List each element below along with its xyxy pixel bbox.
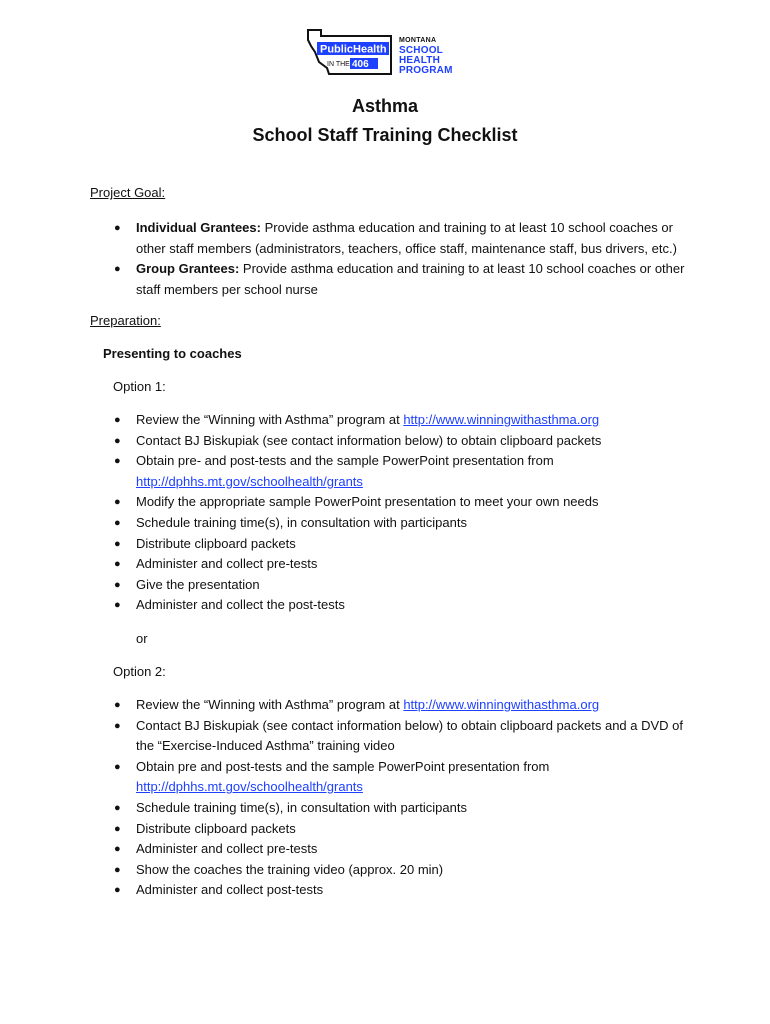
winning-with-asthma-link[interactable]: http://www.winningwithasthma.org xyxy=(403,697,600,712)
montana-map-icon xyxy=(305,28,393,76)
bullet-icon: ● xyxy=(114,599,121,612)
list-item: ● Review the “Winning with Asthma” program at http://www.winningwithasthma.org xyxy=(0,695,696,716)
list-item: ● Distribute clipboard packets xyxy=(0,819,696,840)
document-subtitle: School Staff Training Checklist xyxy=(252,125,518,145)
list-item: ● Schedule training time(s), in consultation with participants xyxy=(0,798,696,819)
logo-text xyxy=(399,36,485,76)
bullet-icon: ● xyxy=(114,222,121,234)
option1-list xyxy=(0,410,696,616)
bullet-icon: ● xyxy=(114,434,121,447)
logo-line2-prefix: IN THE xyxy=(327,61,350,68)
list-item: ● Administer and collect pre-tests xyxy=(0,839,696,860)
bullet-icon: ● xyxy=(114,801,121,814)
bullet-icon: ● xyxy=(114,455,121,468)
bullet-icon: ● xyxy=(114,537,121,550)
option2-label: Option 2: xyxy=(113,664,166,679)
bullet-icon: ● xyxy=(114,263,121,276)
preparation-heading: Preparation: xyxy=(90,313,161,328)
document-title: Asthma xyxy=(351,96,418,116)
list-item: ● Administer and collect the post-tests xyxy=(0,595,696,616)
grants-link[interactable]: http://dphhs.mt.gov/schoolhealth/grants xyxy=(136,779,363,795)
project-goal-list xyxy=(0,218,696,300)
list-item: ● Contact BJ Biskupiak (see contact information below) to obtain clipboard packets and a DVD of the “Exercise-Induced Asthma” training video xyxy=(114,717,684,754)
bullet-icon: ● xyxy=(114,516,121,529)
bullet-icon: ● xyxy=(114,760,121,773)
logo-program-line2: PROGRAM xyxy=(399,65,453,76)
list-item: ● Schedule training time(s), in consultation with participants xyxy=(0,513,696,534)
list-item: ● Obtain pre- and post-tests and the sample PowerPoint presentation from http://dphhs.mt.gov/schoolhealth/grants xyxy=(114,453,554,489)
list-item: ● Contact BJ Biskupiak (see contact information below) to obtain clipboard packets xyxy=(0,431,696,452)
list-item: ● Administer and collect pre-tests xyxy=(0,554,696,575)
logo-line2-num: 406 xyxy=(352,59,369,70)
bullet-icon: ● xyxy=(114,843,121,856)
logo-program-line1: SCHOOL HEALTH xyxy=(399,45,443,66)
list-item: ● Review the “Winning with Asthma” program at http://www.winningwithasthma.org xyxy=(0,410,696,431)
logo-state: MONTANA xyxy=(399,37,437,44)
project-goal-heading: Project Goal: xyxy=(90,185,166,200)
logo xyxy=(305,28,485,80)
bullet-icon: ● xyxy=(114,719,121,732)
or-separator: or xyxy=(136,631,148,646)
list-item: ● Modify the appropriate sample PowerPoint presentation to meet your own needs xyxy=(0,492,696,513)
option1-label: Option 1: xyxy=(113,379,166,394)
bullet-icon: ● xyxy=(114,822,121,835)
bullet-icon: ● xyxy=(114,558,121,571)
option2-list xyxy=(0,695,696,901)
bullet-icon: ● xyxy=(114,863,121,876)
bullet-icon: ● xyxy=(114,884,121,897)
bullet-icon: ● xyxy=(114,496,121,509)
presenting-subheading: Presenting to coaches xyxy=(103,346,242,361)
grants-link[interactable]: http://dphhs.mt.gov/schoolhealth/grants xyxy=(136,473,363,489)
list-item: ● Distribute clipboard packets xyxy=(0,534,696,555)
logo-line1: PublicHealth xyxy=(320,43,387,56)
list-item: ● Obtain pre and post-tests and the sample PowerPoint presentation from http://dphhs.mt.gov/schoolhealth/grants xyxy=(114,758,550,795)
list-item: ● Individual Grantees: Provide asthma education and training to at least 10 school coaches or other staff members (administrators, teachers, office staff, maintenance staff, bus drivers, etc.) xyxy=(114,220,677,256)
list-item: ● Group Grantees: Provide asthma education and training to at least 10 school coaches or other staff members per school nurse xyxy=(114,261,685,297)
winning-with-asthma-link[interactable]: http://www.winningwithasthma.org xyxy=(403,412,600,427)
list-item: ● Give the presentation xyxy=(0,575,696,596)
bullet-icon: ● xyxy=(114,578,121,591)
list-item: ● Administer and collect post-tests xyxy=(0,880,696,901)
list-item: ● Show the coaches the training video (approx. 20 min) xyxy=(0,860,696,881)
bullet-icon: ● xyxy=(114,699,121,711)
bullet-icon: ● xyxy=(114,414,121,426)
